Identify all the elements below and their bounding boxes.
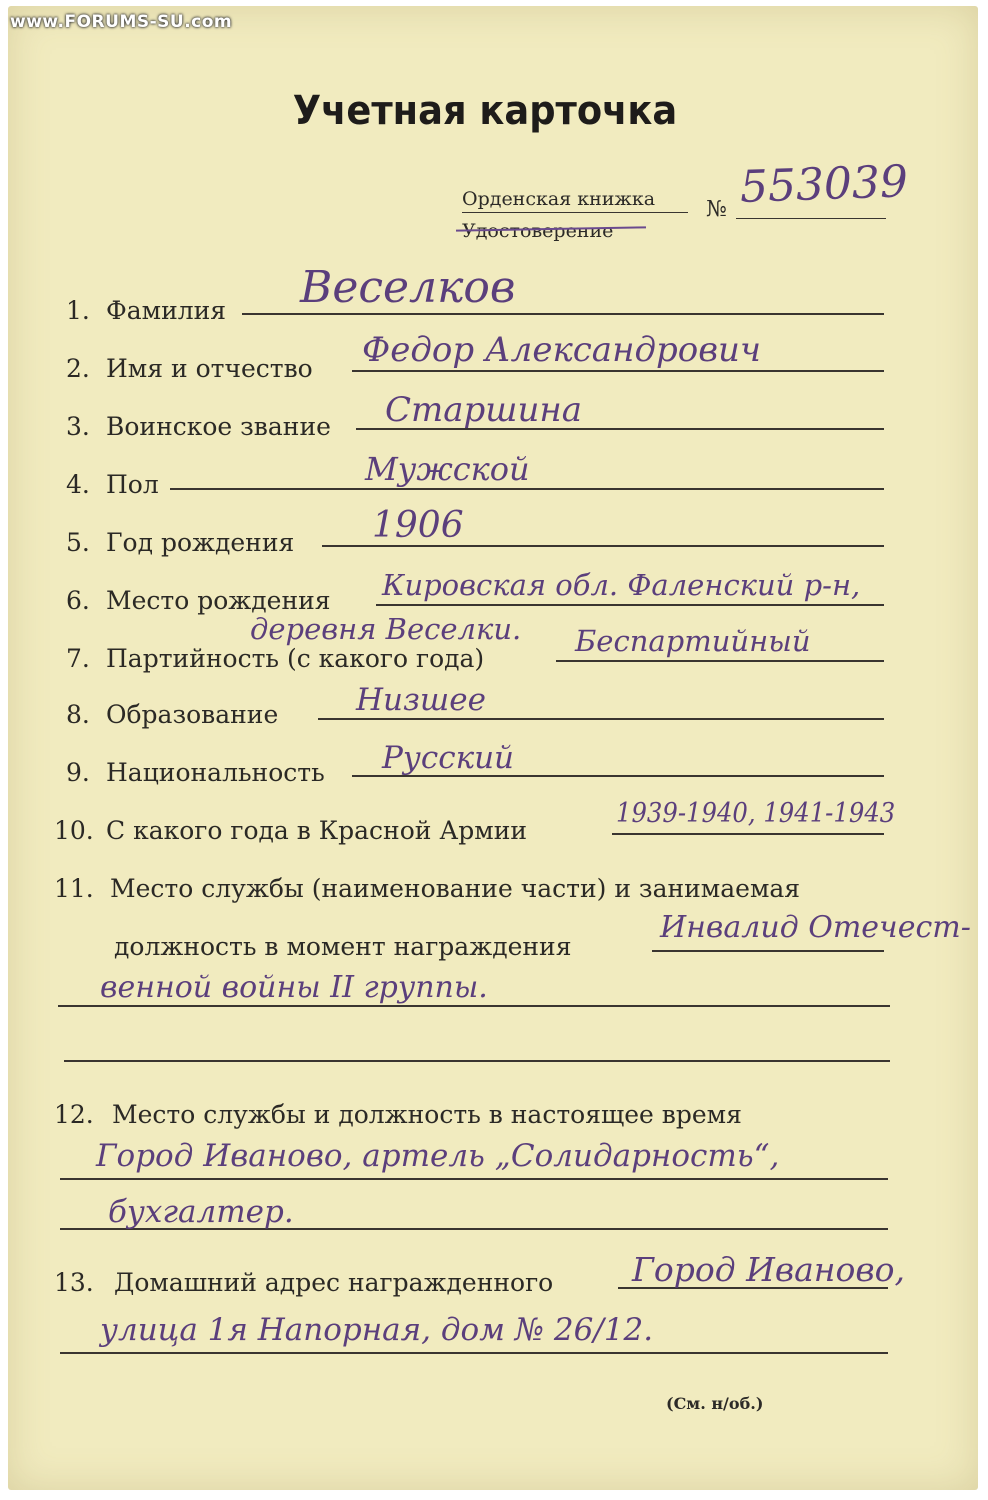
label-surname: Фамилия bbox=[106, 296, 227, 325]
field-num-13: 13. bbox=[54, 1268, 94, 1297]
field-num-4: 4. bbox=[66, 470, 90, 499]
label-party: Партийность (с какого года) bbox=[106, 644, 485, 673]
label-home-address: Домашний адрес награжденного bbox=[114, 1268, 554, 1297]
label-service-place-award: Место службы (наименование части) и занимаемая bbox=[110, 874, 801, 903]
field-num-1: 1. bbox=[66, 296, 90, 325]
party-line bbox=[556, 660, 884, 662]
label-service-place-award-line2: должность в момент награждения bbox=[114, 932, 572, 961]
certificate-label: Удостоверение bbox=[462, 220, 614, 242]
sex-value: Мужской bbox=[365, 450, 530, 488]
current-service-value-line2: бухгалтер. bbox=[108, 1194, 294, 1230]
order-book-label: Орденская книжка bbox=[462, 188, 656, 210]
label-name-patronymic: Имя и отчество bbox=[106, 354, 313, 383]
label-military-rank: Воинское звание bbox=[106, 412, 331, 441]
name-value: Федор Александрович bbox=[362, 330, 762, 370]
field-num-3: 3. bbox=[66, 412, 90, 441]
site-watermark: www.FORUMS-SU.com bbox=[10, 12, 233, 32]
label-red-army-years: С какого года в Красной Армии bbox=[106, 816, 528, 845]
field-num-2: 2. bbox=[66, 354, 90, 383]
see-reverse-note: (См. н/об.) bbox=[666, 1394, 764, 1413]
birth-year-value: 1906 bbox=[372, 505, 464, 546]
red-army-value: 1939-1940, 1941-1943 bbox=[616, 798, 896, 829]
label-current-service: Место службы и должность в настоящее время bbox=[112, 1100, 742, 1129]
red-army-line bbox=[612, 833, 884, 835]
education-value: Низшее bbox=[356, 682, 486, 718]
current-service-value: Город Иваново, артель „Солидарность“, bbox=[96, 1138, 780, 1174]
rank-value: Старшина bbox=[385, 390, 583, 430]
card-title: Учетная карточка bbox=[292, 88, 678, 134]
field-num-6: 6. bbox=[66, 586, 90, 615]
name-line bbox=[352, 370, 884, 372]
current-service-line1 bbox=[60, 1178, 888, 1180]
label-birthplace: Место рождения bbox=[106, 586, 331, 615]
home-address-value: Город Иваново, bbox=[632, 1250, 905, 1289]
birthplace-value-line2: деревня Веселки. bbox=[250, 612, 522, 646]
number-underline bbox=[736, 218, 886, 219]
birthplace-line bbox=[376, 604, 884, 606]
label-nationality: Национальность bbox=[106, 758, 325, 787]
home-address-value-line2: улица 1я Напорная, дом № 26/12. bbox=[100, 1312, 654, 1348]
field-num-5: 5. bbox=[66, 528, 90, 557]
field-num-12: 12. bbox=[54, 1100, 94, 1129]
party-value: Беспартийный bbox=[575, 624, 811, 658]
field-num-8: 8. bbox=[66, 700, 90, 729]
service-award-line2 bbox=[58, 1005, 890, 1007]
number-sign: № bbox=[706, 197, 727, 222]
service-award-value: Инвалид Отечест- bbox=[660, 910, 971, 945]
label-sex: Пол bbox=[106, 470, 159, 499]
education-line bbox=[318, 718, 884, 720]
service-award-line3 bbox=[64, 1060, 890, 1062]
surname-value: Веселков bbox=[300, 262, 516, 313]
field-num-9: 9. bbox=[66, 758, 90, 787]
surname-line bbox=[242, 313, 884, 315]
sex-line bbox=[170, 488, 884, 490]
nationality-value: Русский bbox=[382, 740, 515, 776]
birthplace-value: Кировская обл. Фаленский р-н, bbox=[382, 568, 861, 602]
label-birth-year: Год рождения bbox=[106, 528, 295, 557]
order-book-number: 553039 bbox=[739, 156, 909, 213]
field-num-11: 11. bbox=[54, 874, 94, 903]
home-address-line2 bbox=[60, 1352, 888, 1354]
field-num-10: 10. bbox=[54, 816, 94, 845]
service-award-line1 bbox=[652, 950, 884, 952]
field-num-7: 7. bbox=[66, 644, 90, 673]
service-award-value-line2: венной войны II группы. bbox=[100, 970, 488, 1005]
order-book-underline bbox=[462, 212, 688, 213]
label-education: Образование bbox=[106, 700, 279, 729]
